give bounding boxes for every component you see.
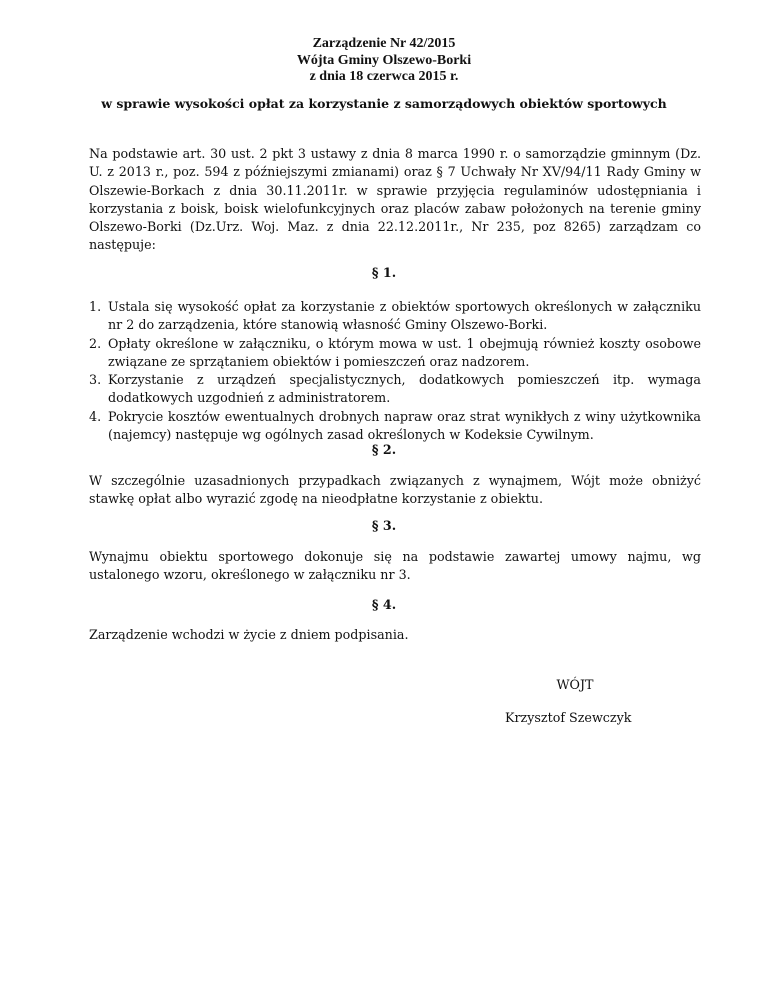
section-1-heading: § 1. bbox=[371, 265, 397, 280]
list-item-text: Ustala się wysokość opłat za korzystanie z obiektów sportowych określonych w załączniku nr 2 do zarządzenia, które stanowią własność Gminy Olszewo-Borki. bbox=[108, 299, 701, 333]
document-header bbox=[0, 36, 768, 86]
list-item-number: 3. bbox=[89, 372, 102, 388]
list-item-text: Opłaty określone w załączniku, o którym mowa w ust. 1 obejmują również koszty osobowe związane ze sprzątaniem obiektów i pomieszczeń oraz nadzorem. bbox=[108, 335, 701, 369]
list-item-text: Pokrycie kosztów ewentualnych drobnych napraw oraz strat wynikłych z winy użytkownika (najemcy) następuje wg ogólnych zasad określonych w Kodeksie Cywilnym. bbox=[108, 408, 701, 443]
ordinance-number: Zarządzenie Nr 42/2015 bbox=[312, 36, 456, 51]
section-4-heading: § 4. bbox=[371, 597, 397, 612]
signature-title: WÓJT bbox=[556, 677, 594, 692]
list-item-text: Korzystanie z urządzeń specjalistycznych, dodatkowych pomieszczeń itp. wymaga dodatkowych uzgodnień z administratorem. bbox=[108, 372, 701, 406]
list-item-number: 1. bbox=[89, 299, 102, 314]
section-2-paragraph: W szczególnie uzasadnionych przypadkach związanych z wynajmem, Wójt może obniżyć stawkę opłat albo wyrazić zgodę na nieodpłatne korzystanie z obiektu. bbox=[89, 473, 701, 507]
issuing-authority: Wójta Gminy Olszewo-Borki bbox=[296, 52, 472, 68]
legal-basis-paragraph: Na podstawie art. 30 ust. 2 pkt 3 ustawy z dnia 8 marca 1990 r. o samorządzie gminnym (Dz. U. z 2013 r., poz. 594 z późniejszymi zmianami) oraz § 7 Uchwały Nr XV/94/11 Rady Gminy w Olszewie-Borkach z dnia 30.11.2011r. w sprawie przyjęcia regulaminów udostępniania i korzystania z boisk, boisk wielofunkcyjnych oraz placów zabaw położonych na terenie gminy Olszewo-Borki (Dz.Urz. Woj. Maz. z dnia 22.12.2011r., Nr 235, poz 8265) zarządzam co następuje: bbox=[89, 146, 701, 253]
section-4-paragraph: Zarządzenie wchodzi w życie z dniem podpisania. bbox=[89, 627, 409, 642]
list-item bbox=[89, 408, 701, 445]
ordinance-date: z dnia 18 czerwca 2015 r. bbox=[309, 69, 459, 84]
list-item bbox=[89, 335, 701, 372]
section-2-heading: § 2. bbox=[371, 442, 397, 457]
list-item-number: 4. bbox=[89, 408, 102, 424]
document-subject: w sprawie wysokości opłat za korzystanie z samorządowych obiektów sportowych bbox=[101, 96, 667, 111]
section-1-list bbox=[89, 298, 701, 444]
list-item-number: 2. bbox=[89, 335, 102, 351]
section-3-heading: § 3. bbox=[371, 518, 397, 533]
list-item bbox=[89, 298, 701, 335]
section-3-paragraph: Wynajmu obiektu sportowego dokonuje się na podstawie zawartej umowy najmu, wg ustalonego wzoru, określonego w załączniku nr 3. bbox=[89, 549, 701, 583]
list-item bbox=[89, 371, 701, 408]
signature-name: Krzysztof Szewczyk bbox=[505, 710, 632, 725]
